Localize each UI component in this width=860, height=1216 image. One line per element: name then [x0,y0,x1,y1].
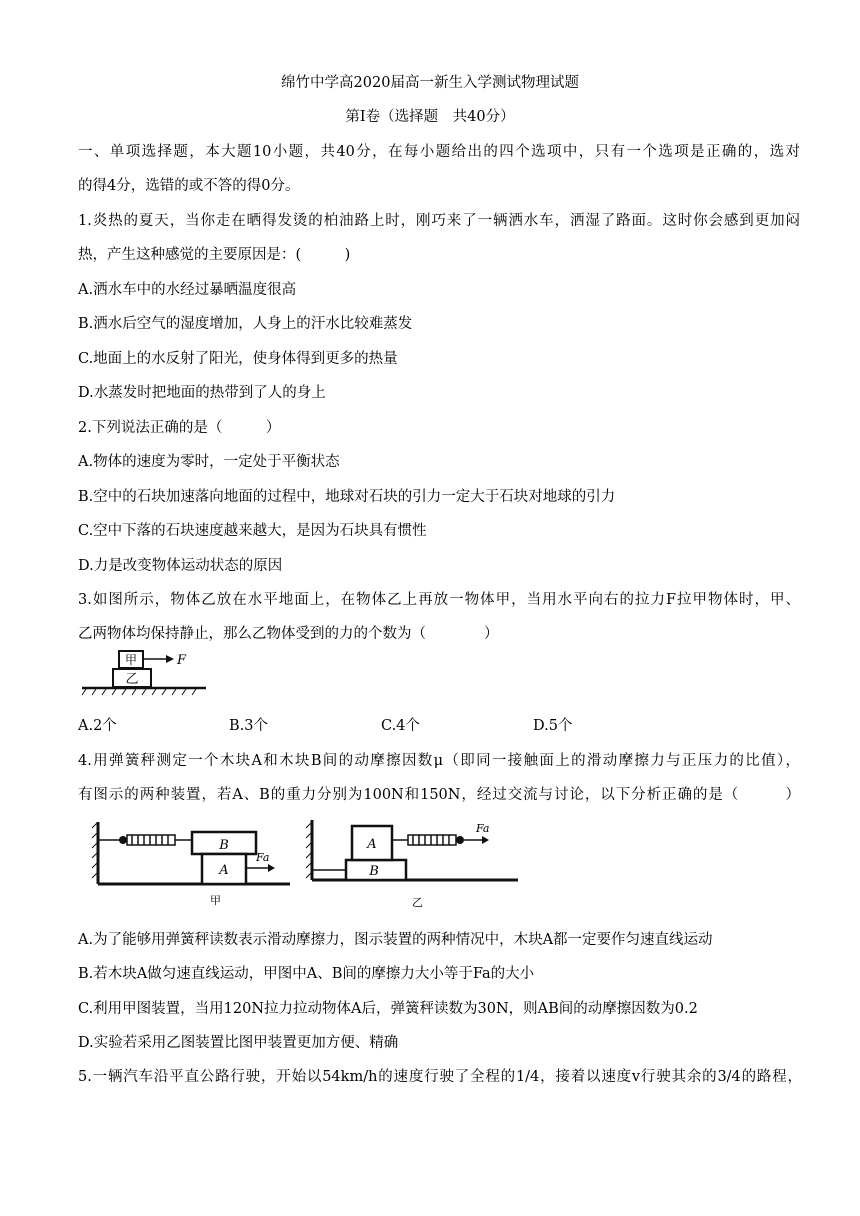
q4-right-bottom-label: B [369,864,379,879]
q2-option-c: C.空中下落的石块速度越来越大，是因为石块具有惯性 [78,523,427,539]
q3-option-a: A.2个 [78,718,117,734]
q4-option-c: C.利用甲图装置，当用120N拉力拉动物体A后，弹簧秤读数为30N，则AB间的动摩擦因数为0.2 [78,1001,698,1017]
q4-option-a: A.为了能够用弹簧秤读数表示滑动摩擦力，图示装置的两种情况中，木块A都一定要作匀速直线运动 [78,932,713,948]
q4-left-bottom-label: A [219,863,229,878]
q3-stem-line-2: 乙两物体均保持静止，那么乙物体受到的力的个数为（ ） [78,626,499,642]
q1-option-d: D.水蒸发时把地面的热带到了人的身上 [78,385,326,401]
exam-title: 绵竹中学高2020届高一新生入学测试物理试题 [281,75,579,91]
q3-block-yi-label: 乙 [125,672,139,687]
q3-option-c: C.4个 [381,718,420,734]
q3-ground-hatch [82,689,196,695]
q4-figure-left [92,822,290,907]
q3-figure [80,646,210,698]
q4-left-force-label: Fa [256,851,270,864]
section-title: 第Ⅰ卷（选择题 共40分） [345,109,515,125]
q3-option-b: B.3个 [229,718,268,734]
q4-right-force-arrowhead [482,836,489,844]
q1-option-a: A.洒水车中的水经过暴晒温度很高 [78,282,297,298]
q3-force-label: F [177,653,187,668]
q2-option-b: B.空中的石块加速落向地面的过程中，地球对石块的引力一定大于石块对地球的引力 [78,489,616,505]
q4-stem-line-2: 有图示的两种装置，若A、B的重力分别为100N和150N，经过交流与讨论，以下分析正确的是（ ） [78,787,800,803]
q2-stem: 2.下列说法正确的是（ ） [78,420,281,436]
q1-option-b: B.洒水后空气的湿度增加，人身上的汗水比较难蒸发 [78,316,413,332]
q1-option-c: C.地面上的水反射了阳光，使身体得到更多的热量 [78,351,398,367]
q4-right-caption: 乙 [412,896,423,909]
q4-left-top-label: B [219,838,229,853]
q4-right-scale-hook [456,836,464,844]
q4-right-top-label: A [367,837,377,852]
instructions-line-1: 一、单项选择题，本大题10小题，共40分，在每小题给出的四个选项中，只有一个选项是正确的，选对 [78,144,800,160]
q4-left-scale-hook [119,836,127,844]
q5-stem-line-1: 5.一辆汽车沿平直公路行驶，开始以54km/h的速度行驶了全程的1/4，接着以速度v行驶其余的3/4的路程， [78,1069,802,1085]
q4-figure-right [306,820,518,909]
instructions-line-2: 的得4分，选错的或不答的得0分。 [78,178,300,194]
q4-right-spring-coils [413,835,449,845]
q4-option-b: B.若木块A做匀速直线运动，甲图中A、B间的摩擦力大小等于Fa的大小 [78,966,535,982]
q3-option-d: D.5个 [533,718,573,734]
q4-left-force-arrowhead [268,864,275,872]
q4-left-caption: 甲 [210,894,221,907]
q3-stem-line-1: 3.如图所示，物体乙放在水平地面上，在物体乙上再放一物体甲，当用水平向右的拉力F拉甲物体时，甲、 [78,592,800,608]
q3-block-jia-label: 甲 [124,653,138,667]
q1-stem-line-1: 1.炎热的夏天，当你走在晒得发烫的柏油路上时，刚巧来了一辆洒水车，洒湿了路面。这时你会感到更加闷 [78,213,800,229]
q2-option-a: A.物体的速度为零时，一定处于平衡状态 [78,454,340,470]
q4-stem-line-1: 4.用弹簧秤测定一个木块A和木块B间的动摩擦因数μ（即同一接触面上的滑动摩擦力与正压力的比值）， [78,753,800,769]
q3-force-arrowhead [166,655,174,663]
q4-left-spring-coils [132,835,168,845]
q1-stem-line-2: 热，产生这种感觉的主要原因是：( ) [78,247,351,263]
q4-figure [90,818,522,910]
q2-option-d: D.力是改变物体运动状态的原因 [78,558,283,574]
q4-right-force-label: Fa [476,822,490,835]
q4-option-d: D.实验若采用乙图装置比图甲装置更加方便、精确 [78,1035,399,1051]
